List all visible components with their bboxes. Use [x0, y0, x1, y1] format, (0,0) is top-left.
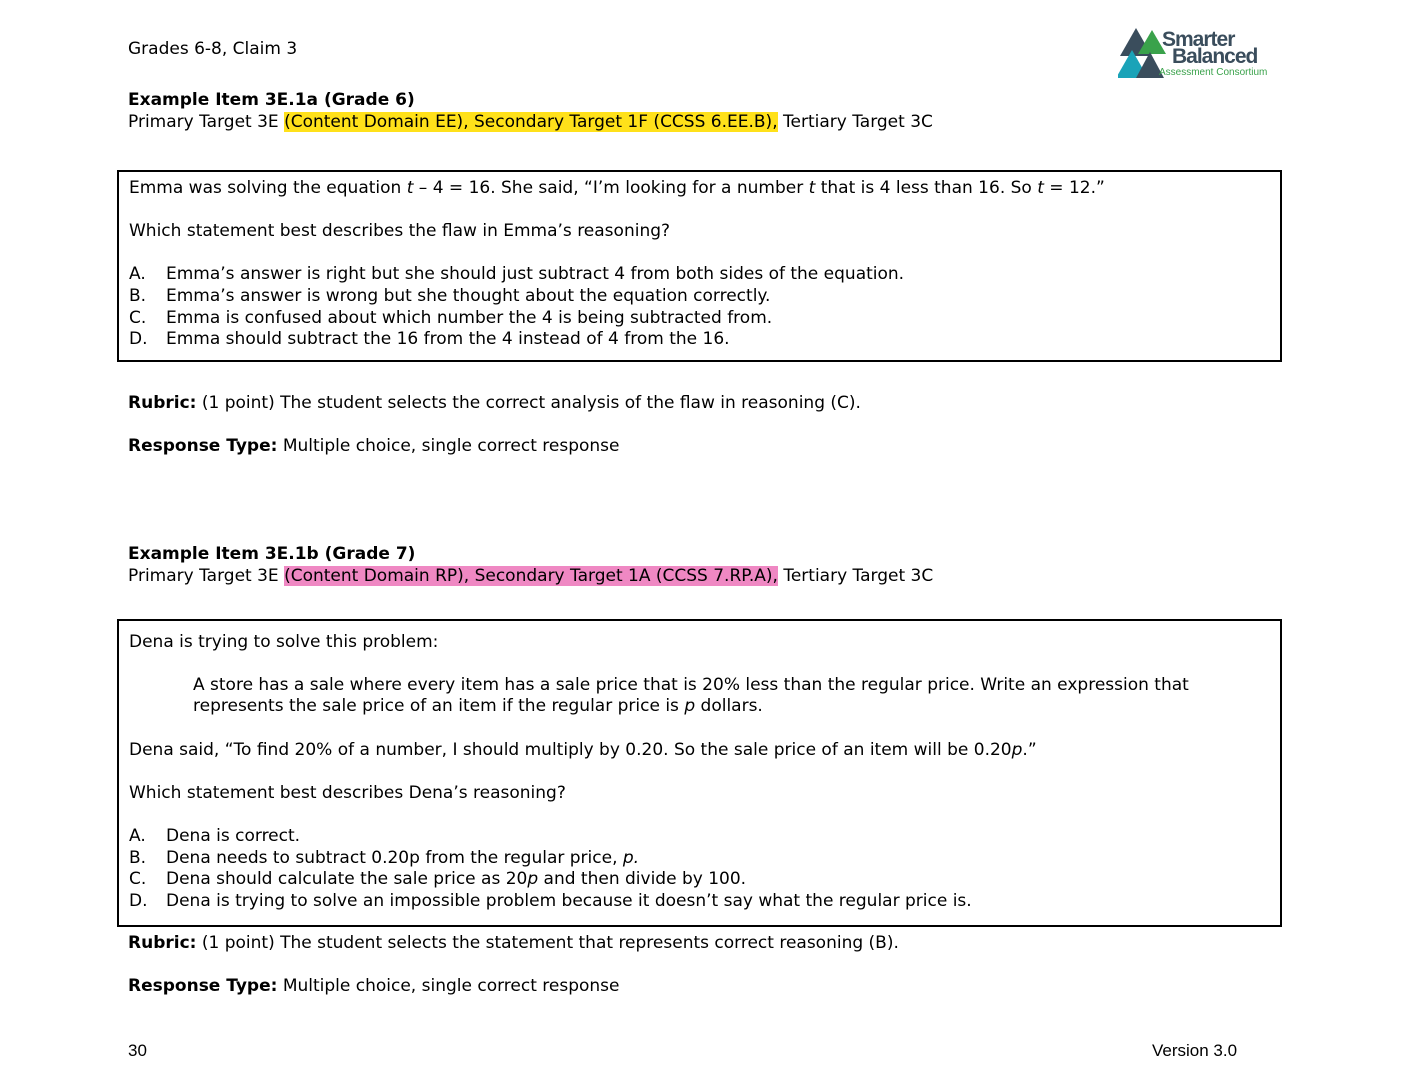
item1-title: Example Item 3E.1a (Grade 6) — [128, 90, 415, 110]
document-header-title: Grades 6-8, Claim 3 — [128, 39, 298, 59]
item2-problem-line1: A store has a sale where every item has a sale price that is 20% less than the regular price. Write an expression that — [193, 675, 1189, 695]
item2-target-highlight: (Content Domain RP), Secondary Target 1A (CCSS 7.RP.A), — [284, 566, 778, 586]
item1-response-type: Response Type: Multiple choice, single correct response — [128, 436, 620, 456]
item1-question-box — [117, 170, 1282, 362]
item1-stem: Emma was solving the equation t – 4 = 16. She said, “I’m looking for a number t that is 4 less than 16. So t = 12.” — [129, 178, 1105, 198]
item2-target-tertiary: Tertiary Target 3C — [777, 566, 934, 586]
page-number: 30 — [128, 1041, 147, 1060]
item1-question: Which statement best describes the flaw in Emma’s reasoning? — [129, 221, 671, 241]
item2-question-box — [117, 619, 1282, 927]
item1-choice-d[interactable]: D. Emma should subtract the 16 from the 4 instead of 4 from the 16. — [129, 329, 730, 349]
item2-dena-said: Dena said, “To find 20% of a number, I should multiply by 0.20. So the sale price of an item will be 0.20p.” — [129, 740, 1037, 760]
item2-choice-a[interactable]: A. Dena is correct. — [129, 826, 301, 846]
item2-title: Example Item 3E.1b (Grade 7) — [128, 544, 416, 564]
item2-problem-line2: represents the sale price of an item if the regular price is p dollars. — [193, 696, 763, 716]
logo-text-balanced: Balanced — [1172, 45, 1258, 68]
item2-choice-d[interactable]: D. Dena is trying to solve an impossible problem because it doesn’t say what the regular price is. — [129, 891, 972, 911]
item1-choice-b[interactable]: B. Emma’s answer is wrong but she thought about the equation correctly. — [129, 286, 771, 306]
item1-target-primary: Primary Target 3E — [128, 112, 285, 132]
item1-target-highlight: (Content Domain EE), Secondary Target 1F (CCSS 6.EE.B), — [284, 112, 778, 132]
item2-targets — [128, 566, 933, 586]
item1-targets — [128, 112, 933, 132]
logo-text-smarter: Smarter — [1162, 28, 1235, 51]
item2-intro: Dena is trying to solve this problem: — [129, 632, 439, 652]
item2-question: Which statement best describes Dena’s reasoning? — [129, 783, 566, 803]
item1-choice-a[interactable]: A. Emma’s answer is right but she should just subtract 4 from both sides of the equation. — [129, 264, 905, 284]
item2-rubric: Rubric: (1 point) The student selects the statement that represents correct reasoning (B). — [128, 933, 899, 953]
item2-target-primary: Primary Target 3E — [128, 566, 285, 586]
logo-text-consortium: Assessment Consortium — [1159, 67, 1268, 78]
item2-choice-c[interactable]: C. Dena should calculate the sale price as 20p and then divide by 100. — [129, 869, 747, 889]
item1-rubric: Rubric: (1 point) The student selects the correct analysis of the flaw in reasoning (C). — [128, 393, 861, 413]
item2-choice-b[interactable]: B. Dena needs to subtract 0.20p from the regular price, p. — [129, 848, 640, 868]
item2-response-type: Response Type: Multiple choice, single correct response — [128, 976, 620, 996]
version-label: Version 3.0 — [1152, 1041, 1238, 1060]
item1-target-tertiary: Tertiary Target 3C — [777, 112, 933, 132]
item1-choice-c[interactable]: C. Emma is confused about which number the 4 is being subtracted from. — [129, 308, 773, 328]
smarter-balanced-logo — [1118, 26, 1288, 82]
